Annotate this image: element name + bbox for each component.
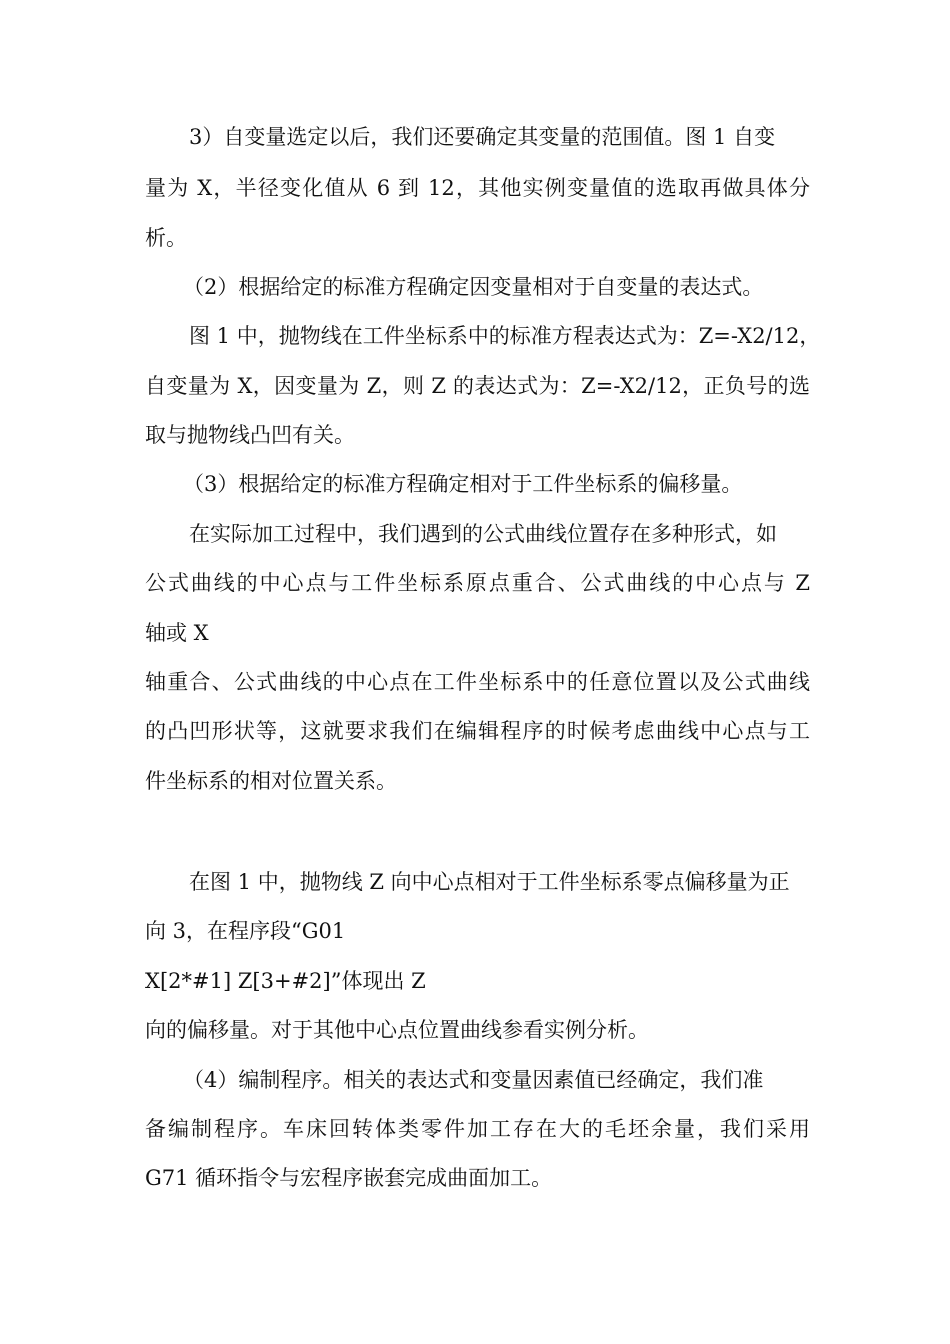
paragraph-line-1: 3）自变量选定以后，我们还要确定其变量的范围值。图 1 自变 [189, 125, 776, 149]
paragraph-line-5: 图 1 中，抛物线在工件坐标系中的标准方程表达式为：Z=-X2/12， [189, 324, 821, 348]
paragraph-line-18: 向的偏移量。对于其他中心点位置曲线参看实例分析。 [145, 1018, 649, 1042]
paragraph-line-12: 轴重合、公式曲线的中心点在工件坐标系中的任意位置以及公式曲线 [145, 670, 810, 694]
paragraph-line-11: 轴或 X [145, 621, 209, 645]
paragraph-line-2: 量为 X，半径变化值从 6 到 12，其他实例变量值的选取再做具体分 [145, 176, 810, 200]
paragraph-line-16: 向 3，在程序段“G01 [145, 919, 346, 943]
paragraph-line-9: 在实际加工过程中，我们遇到的公式曲线位置存在多种形式，如 [189, 522, 777, 546]
paragraph-line-7: 取与抛物线凸凹有关。 [145, 423, 355, 447]
paragraph-line-17: X[2*#1] Z[3+#2]”体现出 Z [145, 969, 426, 993]
paragraph-line-10: 公式曲线的中心点与工件坐标系原点重合、公式曲线的中心点与 Z [145, 571, 810, 595]
paragraph-line-3: 析。 [145, 226, 187, 250]
heading-line-2: （2）根据给定的标准方程确定因变量相对于自变量的表达式。 [183, 275, 764, 299]
paragraph-line-6: 自变量为 X，因变量为 Z，则 Z 的表达式为：Z=-X2/12，正负号的选 [145, 374, 810, 398]
heading-line-4: （4）编制程序。相关的表达式和变量因素值已经确定，我们准 [183, 1068, 764, 1092]
paragraph-line-13: 的凸凹形状等，这就要求我们在编辑程序的时候考虑曲线中心点与工 [145, 719, 810, 743]
paragraph-line-21: G71 循环指令与宏程序嵌套完成曲面加工。 [145, 1166, 553, 1190]
paragraph-line-20: 备编制程序。车床回转体类零件加工存在大的毛坯余量，我们采用 [145, 1117, 810, 1141]
paragraph-line-14: 件坐标系的相对位置关系。 [145, 769, 397, 793]
heading-line-3: （3）根据给定的标准方程确定相对于工件坐标系的偏移量。 [183, 472, 743, 496]
paragraph-line-15: 在图 1 中，抛物线 Z 向中心点相对于工件坐标系零点偏移量为正 [189, 870, 790, 894]
